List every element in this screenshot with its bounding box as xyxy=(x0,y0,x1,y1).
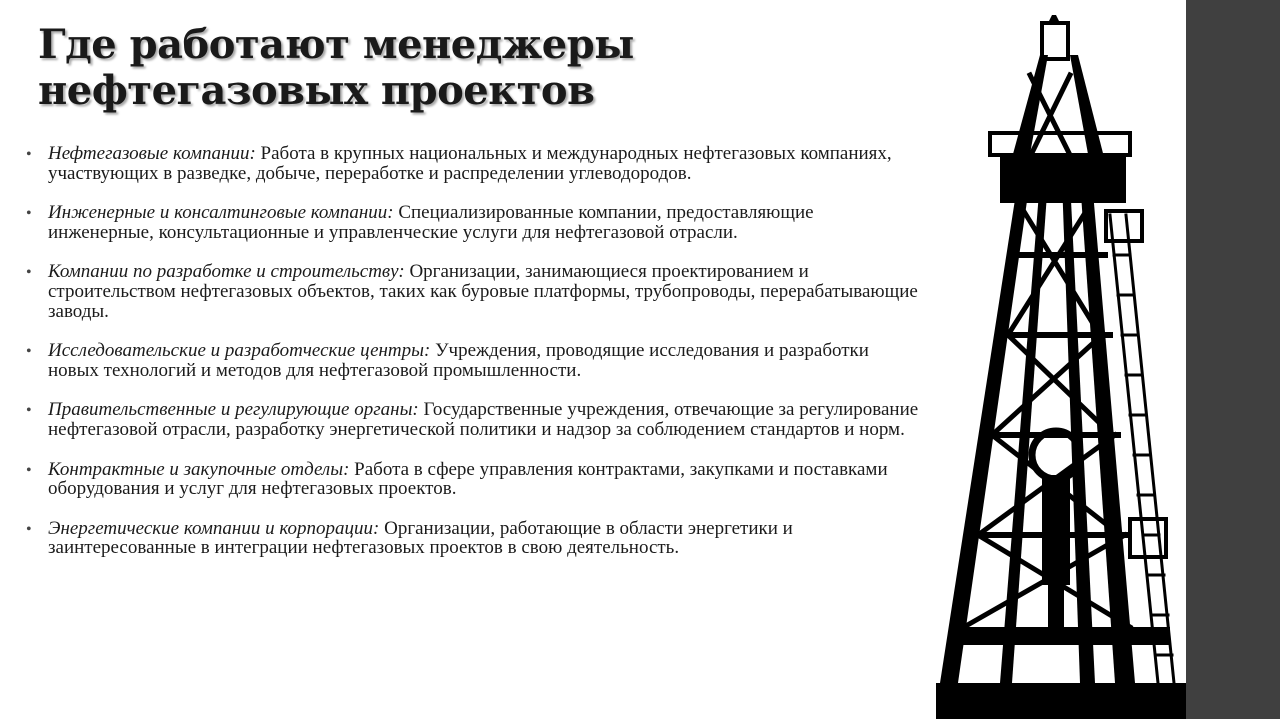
bullet-text: Учреждения, проводящие исследования и разработки новых технологий и методов для нефтегазовой промышленности. xyxy=(48,340,869,381)
bullet-text: Специализированные компании, предоставляющие инженерные, консультационные и управленческие услуги для нефтегазовой отрасли. xyxy=(48,202,814,243)
bullet-term: Энергетические компании и корпорации: xyxy=(48,517,380,539)
bullet-text: Работа в сфере управления контрактами, закупками и поставками оборудования и услуг для нефтегазовых проектов. xyxy=(48,458,888,500)
list-item xyxy=(24,144,924,183)
bullet-term: Нефтегазовые компании: xyxy=(48,143,256,164)
list-item xyxy=(24,400,924,439)
bullet-text: Государственные учреждения, отвечающие за регулирование нефтегазовой отрасли, разработку энергетической политики и надзор за соблюдением стандартов и норм. xyxy=(48,399,919,440)
oil-drilling-rig-icon xyxy=(930,15,1190,719)
bullet-term: Исследовательские и разработческие центры: xyxy=(48,340,431,362)
bullet-marker: • xyxy=(26,461,32,479)
bullet-marker: • xyxy=(26,205,32,223)
bullet-text: Организации, работающие в области энергетики и заинтересованные в интеграции нефтегазовых проектов в свою деятельность. xyxy=(48,517,793,559)
bullet-marker: • xyxy=(26,343,32,361)
side-bar xyxy=(1186,0,1280,719)
bullet-text: Организации, занимающиеся проектированием и строительством нефтегазовых объектов, таких как буровые платформы, трубопроводы, перерабатывающие заводы. xyxy=(48,261,918,322)
list-item xyxy=(24,262,924,321)
bullet-marker: • xyxy=(26,146,32,163)
bullet-list xyxy=(24,144,924,578)
bullet-term: Компании по разработке и строительству: xyxy=(48,261,405,283)
bullet-term: Инженерные и консалтинговые компании: xyxy=(48,202,394,224)
list-item xyxy=(24,203,924,242)
list-item xyxy=(24,460,924,499)
bullet-marker: • xyxy=(26,402,32,420)
list-item xyxy=(24,341,924,380)
bullet-term: Правительственные и регулирующие органы: xyxy=(48,399,419,421)
bullet-term: Контрактные и закупочные отделы: xyxy=(48,458,350,480)
bullet-marker: • xyxy=(26,264,32,282)
bullet-text: Работа в крупных национальных и международных нефтегазовых компаниях, участвующих в разведке, добыче, переработке и распределении углеводородов. xyxy=(48,143,892,184)
list-item xyxy=(24,519,924,558)
bullet-marker: • xyxy=(26,520,32,538)
slide-title: Где работают менеджеры нефтегазовых проектов xyxy=(38,21,634,114)
